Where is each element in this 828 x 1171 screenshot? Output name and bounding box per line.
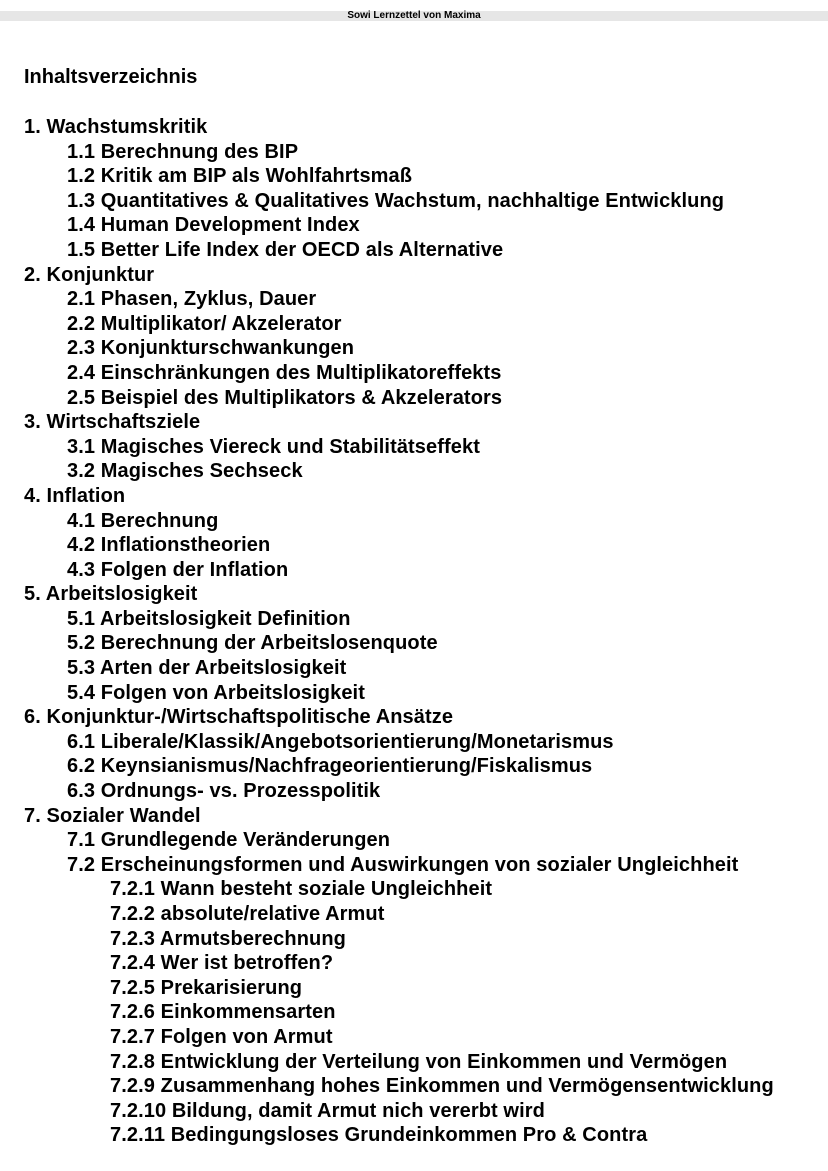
toc-section: 1.1 Berechnung des BIP	[67, 140, 299, 163]
toc-section: 2.1 Phasen, Zyklus, Dauer	[67, 288, 317, 311]
toc-section: 4.1 Berechnung	[67, 509, 219, 532]
toc-section: 5.2 Berechnung der Arbeitslosenquote	[67, 632, 438, 655]
toc-subsection: 7.2.3 Armutsberechnung	[110, 927, 346, 950]
toc-section: 4.2 Inflationstheorien	[67, 534, 271, 557]
toc-subsection: 7.2.9 Zusammenhang hohes Einkommen und Vermögensentwicklung	[110, 1075, 774, 1098]
toc-title: Inhaltsverzeichnis	[24, 66, 198, 88]
toc-chapter: 1. Wachstumskritik	[24, 116, 208, 138]
toc-section: 2.2 Multiplikator/ Akzelerator	[67, 312, 342, 335]
toc-section: 4.3 Folgen der Inflation	[67, 558, 289, 581]
toc-section: 3.1 Magisches Viereck und Stabilitätseffekt	[67, 435, 480, 458]
toc-subsection: 7.2.11 Bedingungsloses Grundeinkommen Pro & Contra	[110, 1124, 648, 1147]
toc-section: 5.1 Arbeitslosigkeit Definition	[67, 607, 351, 630]
toc-chapter: 3. Wirtschaftsziele	[24, 411, 201, 434]
toc-section: 6.2 Keynsianismus/Nachfrageorientierung/Fiskalismus	[67, 755, 593, 778]
toc-section: 7.2 Erscheinungsformen und Auswirkungen von sozialer Ungleichheit	[67, 853, 739, 876]
toc-subsection: 7.2.10 Bildung, damit Armut nich vererbt wird	[110, 1099, 545, 1122]
toc-subsection: 7.2.6 Einkommensarten	[110, 1001, 336, 1024]
toc-section: 2.3 Konjunkturschwankungen	[67, 337, 355, 360]
toc-section: 2.4 Einschränkungen des Multiplikatoreffekts	[67, 361, 502, 384]
toc-chapter: 4. Inflation	[24, 484, 126, 507]
toc-subsection: 7.2.8 Entwicklung der Verteilung von Einkommen und Vermögen	[110, 1050, 728, 1073]
toc-section: 1.2 Kritik am BIP als Wohlfahrtsmaß	[67, 165, 413, 188]
page-header-text: Sowi Lernzettel von Maxima	[347, 10, 481, 21]
toc-subsection: 7.2.4 Wer ist betroffen?	[110, 952, 334, 975]
toc-subsection: 7.2.7 Folgen von Armut	[110, 1025, 333, 1048]
toc-subsection: 7.2.5 Prekarisierung	[110, 976, 303, 999]
toc-section: 6.3 Ordnungs- vs. Prozesspolitik	[67, 780, 381, 803]
page-header-bar	[0, 11, 828, 21]
toc-chapter: 5. Arbeitslosigkeit	[24, 583, 198, 606]
toc-chapter: 7. Sozialer Wandel	[24, 804, 201, 827]
toc-section: 5.4 Folgen von Arbeitslosigkeit	[67, 681, 365, 704]
toc-section: 3.2 Magisches Sechseck	[67, 460, 303, 483]
toc-section: 1.4 Human Development Index	[67, 214, 360, 237]
toc-section: 1.5 Better Life Index der OECD als Alternative	[67, 238, 504, 261]
toc-section: 7.1 Grundlegende Veränderungen	[67, 829, 391, 852]
toc-section: 1.3 Quantitatives & Qualitatives Wachstum, nachhaltige Entwicklung	[67, 189, 725, 212]
toc-subsection: 7.2.1 Wann besteht soziale Ungleichheit	[110, 878, 493, 901]
toc-chapter: 6. Konjunktur-/Wirtschaftspolitische Ansätze	[24, 706, 454, 729]
toc-section: 2.5 Beispiel des Multiplikators & Akzelerators	[67, 386, 503, 409]
toc-subsection: 7.2.2 absolute/relative Armut	[110, 903, 385, 925]
toc-section: 6.1 Liberale/Klassik/Angebotsorientierung/Monetarismus	[67, 730, 614, 753]
toc-section: 5.3 Arten der Arbeitslosigkeit	[67, 657, 347, 680]
toc-chapter: 2. Konjunktur	[24, 263, 155, 286]
table-of-contents	[0, 115, 828, 1148]
